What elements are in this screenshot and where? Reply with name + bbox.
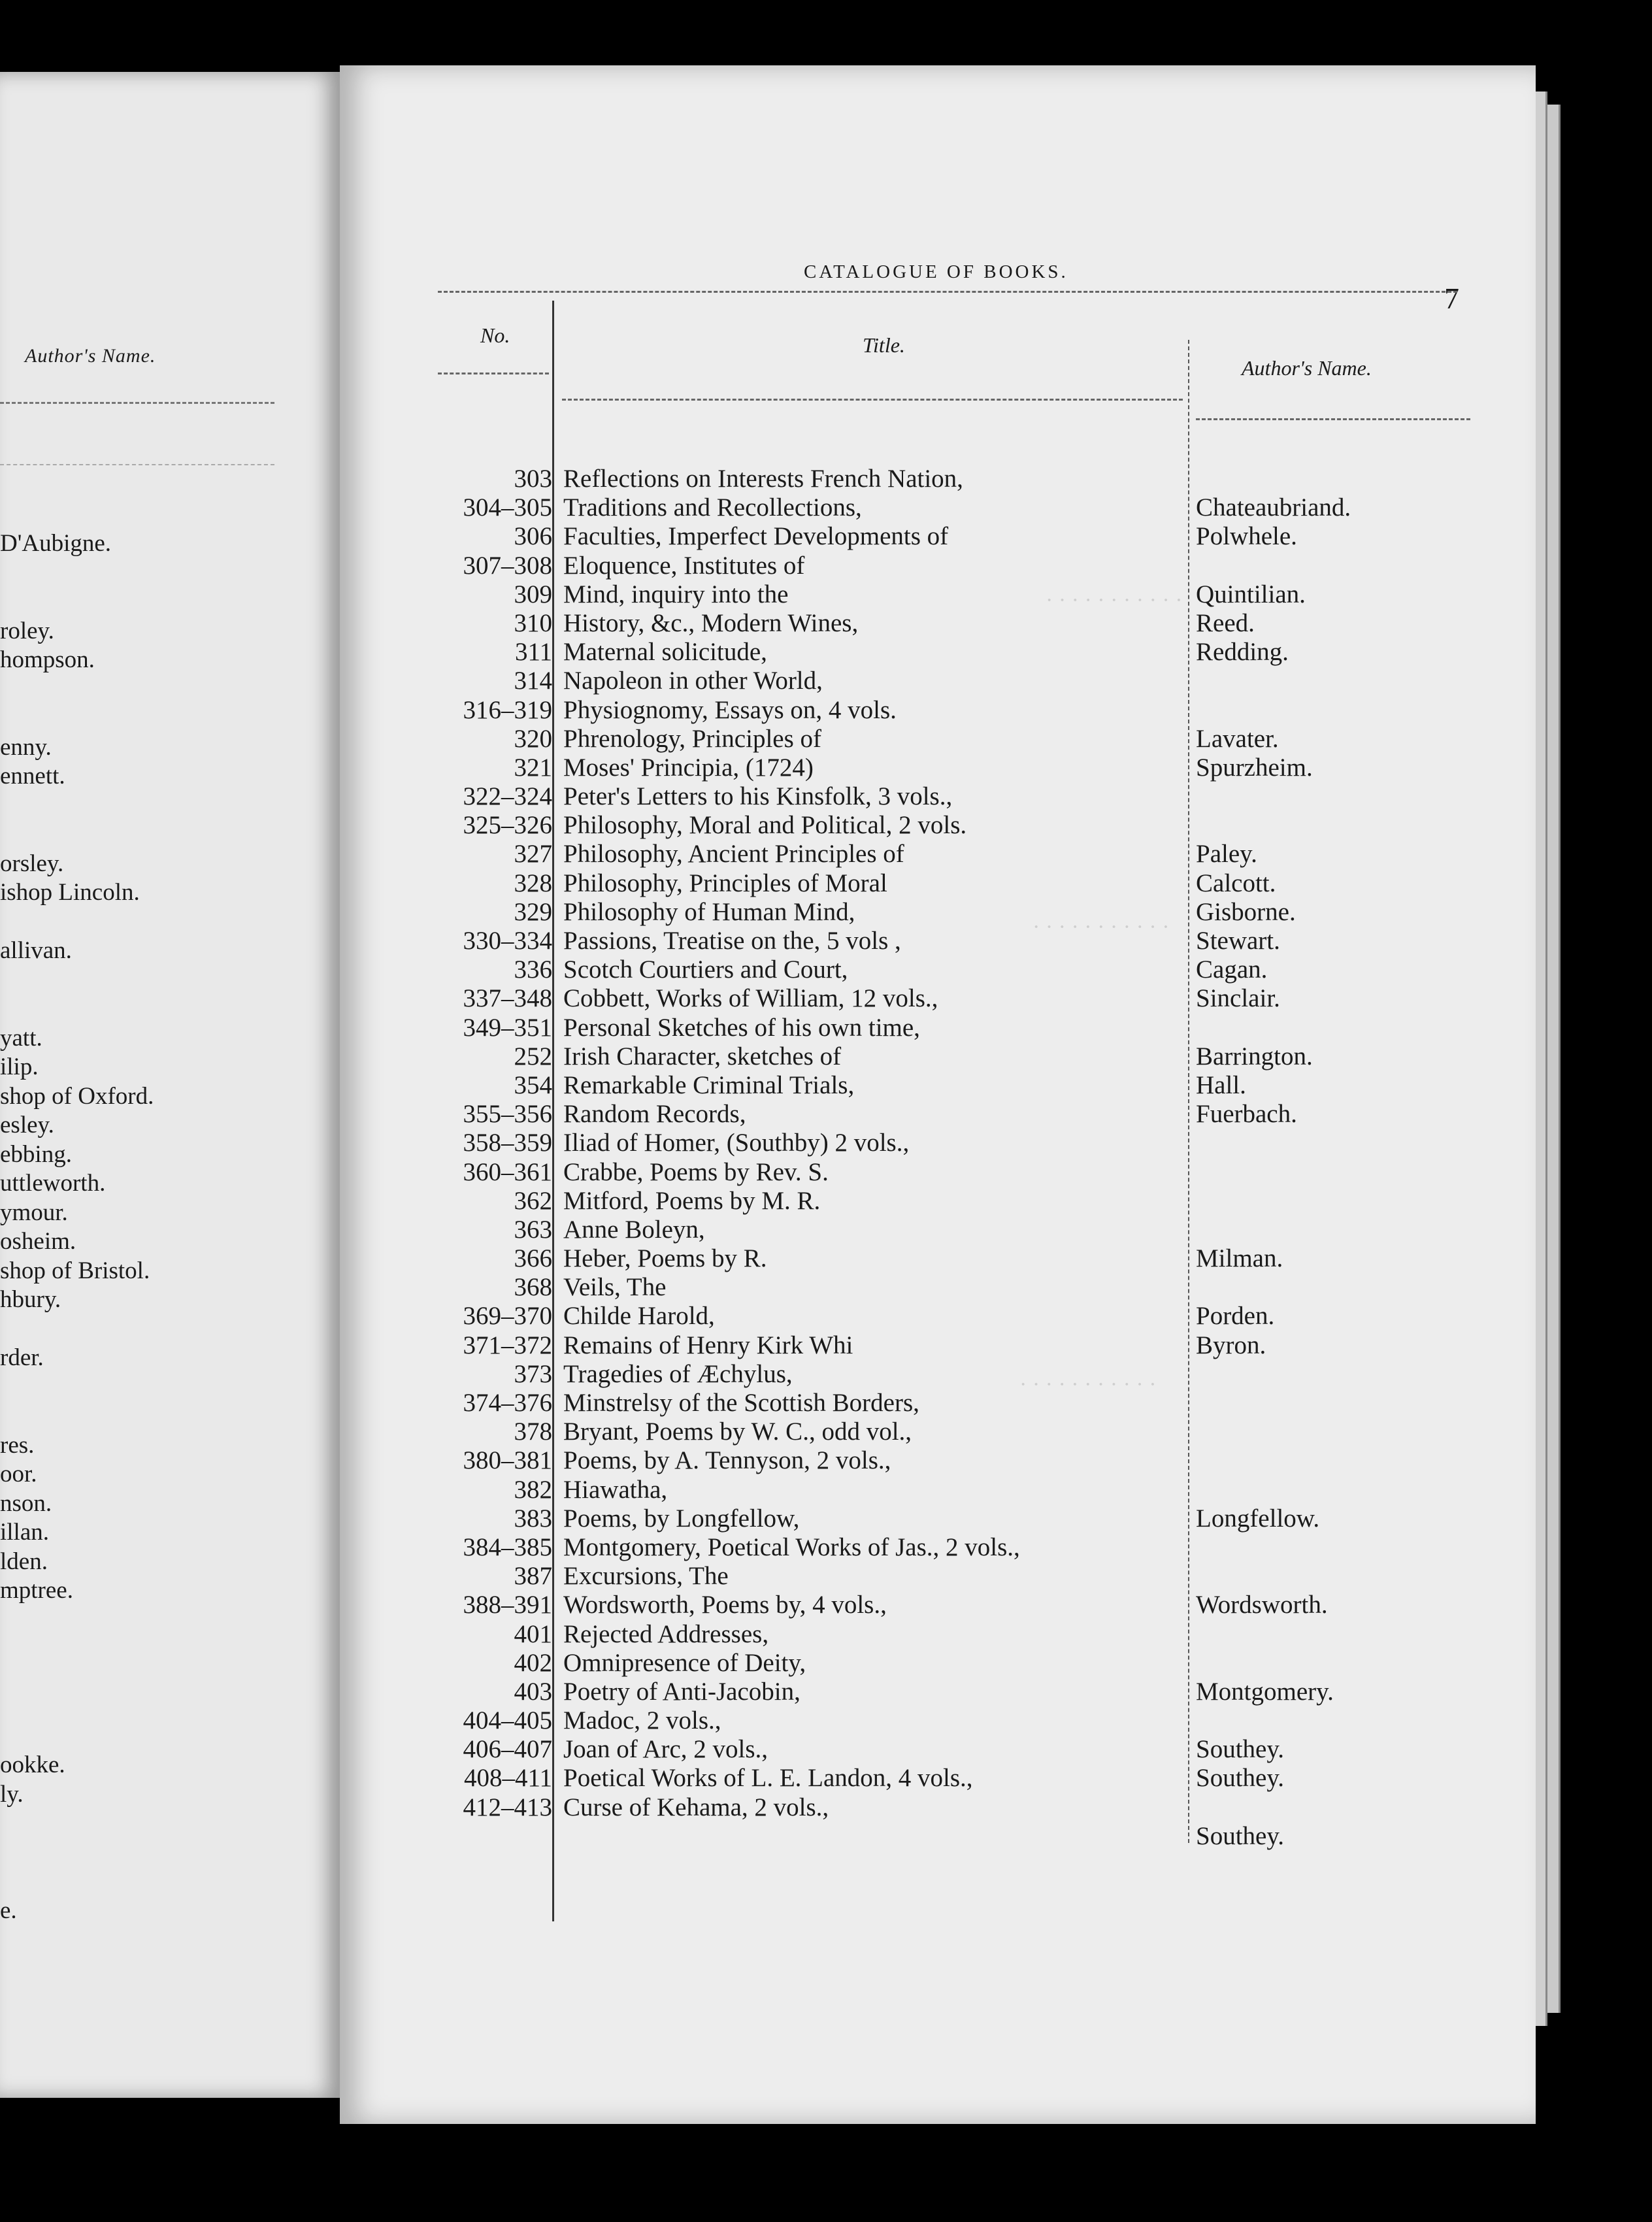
catalogue-number: 373: [514, 1359, 552, 1388]
table-row: [438, 1272, 1483, 1301]
book-title: Bryant, Poems by W. C., odd vol.,: [563, 1418, 912, 1446]
catalogue-number: 303: [514, 465, 552, 493]
catalogue-number: 336: [514, 955, 552, 984]
book-title: Poems, by Longfellow,: [563, 1504, 800, 1533]
column-header-title: Title.: [863, 333, 905, 357]
catalogue-number: 384–385: [463, 1533, 552, 1561]
book-title: Joan of Arc, 2 vols.,: [563, 1735, 768, 1764]
book-title: Poetry of Anti-Jacobin,: [563, 1677, 801, 1706]
table-row: [438, 724, 1483, 753]
left-author-entry: shop of Oxford.: [0, 1082, 154, 1110]
author-name: Montgomery.: [1196, 1677, 1334, 1706]
column-header-rule-title: [562, 399, 1183, 401]
catalogue-number: 325–326: [463, 811, 552, 840]
book-title: Omnipresence of Deity,: [563, 1648, 806, 1677]
table-row: [438, 493, 1483, 522]
bleed-through-text: · · · · · · · · · · ·: [1019, 1372, 1157, 1397]
column-header-no: No.: [480, 323, 510, 347]
catalogue-number: 309: [514, 580, 552, 608]
book-title: Philosophy, Ancient Principles of: [563, 840, 904, 869]
table-row: [438, 1099, 1483, 1128]
book-title: Peter's Letters to his Kinsfolk, 3 vols.,: [563, 782, 953, 811]
catalogue-number: 322–324: [463, 782, 552, 811]
table-row: [438, 1042, 1483, 1070]
catalogue-number: 402: [514, 1648, 552, 1677]
table-row: [438, 810, 1483, 839]
left-author-entry: D'Aubigne.: [0, 530, 112, 557]
book-title: Cobbett, Works of William, 12 vols.,: [563, 984, 938, 1013]
book-title: Excursions, The: [563, 1562, 729, 1591]
left-author-entry: hbury.: [0, 1286, 61, 1313]
book-title: Remains of Henry Kirk Whi: [563, 1331, 853, 1359]
table-row: [438, 1244, 1483, 1272]
catalogue-number: 380–381: [463, 1446, 552, 1475]
catalogue-number: 327: [514, 840, 552, 869]
page-number: 7: [1444, 282, 1459, 315]
table-row: [438, 1648, 1483, 1677]
catalogue-number: 406–407: [463, 1735, 552, 1764]
author-name: Southey.: [1196, 1735, 1285, 1764]
left-author-entry: yatt.: [0, 1024, 42, 1052]
catalogue-number: 378: [514, 1418, 552, 1446]
table-row: [438, 1070, 1483, 1099]
book-title: Irish Character, sketches of: [563, 1042, 842, 1070]
bleed-through-text: · · · · · · · · · · ·: [1032, 915, 1170, 939]
catalogue-number: 363: [514, 1215, 552, 1244]
table-row: [438, 926, 1483, 955]
table-row: [438, 666, 1483, 695]
table-row: [438, 1793, 1483, 1821]
table-row: [438, 1013, 1483, 1042]
catalogue-number: 329: [514, 897, 552, 926]
author-name: Stewart.: [1196, 927, 1280, 955]
catalogue-number: 328: [514, 869, 552, 897]
author-name: Reed.: [1196, 608, 1255, 637]
table-row: [438, 869, 1483, 897]
left-author-entry: nson.: [0, 1489, 52, 1517]
book-title: Reflections on Interests French Nation,: [563, 465, 963, 493]
author-name: Spurzheim.: [1196, 753, 1313, 782]
left-author-entry: ishop Lincoln.: [0, 879, 140, 906]
book-title: Remarkable Criminal Trials,: [563, 1070, 855, 1099]
catalogue-number: 358–359: [463, 1129, 552, 1157]
table-row: [438, 1301, 1483, 1330]
author-name: Southey.: [1196, 1764, 1285, 1793]
left-author-entry: ennett.: [0, 763, 65, 789]
author-name: Longfellow.: [1196, 1504, 1320, 1533]
table-row: [438, 580, 1483, 608]
table-row: [438, 897, 1483, 926]
left-author-entry: mptree.: [0, 1577, 73, 1604]
left-author-entry: ookke.: [0, 1751, 65, 1778]
catalogue-number: 388–391: [463, 1591, 552, 1619]
table-row: [438, 1417, 1483, 1446]
author-name: Fuerbach.: [1196, 1100, 1297, 1129]
catalogue-number: 304–305: [463, 493, 552, 522]
table-row: [438, 1157, 1483, 1186]
book-title: Personal Sketches of his own time,: [563, 1013, 920, 1042]
table-row: [438, 551, 1483, 580]
left-author-entry: ly.: [0, 1780, 24, 1808]
left-author-entry: allivan.: [0, 937, 72, 964]
book-title: Crabbe, Poems by Rev. S.: [563, 1157, 829, 1186]
table-row: [438, 1706, 1483, 1734]
table-row: [438, 782, 1483, 810]
catalogue-number: 362: [514, 1186, 552, 1215]
left-author-entry: shop of Bristol.: [0, 1257, 150, 1284]
table-row: [438, 1590, 1483, 1619]
running-head: CATALOGUE OF BOOKS.: [804, 261, 1068, 282]
catalogue-number: 330–334: [463, 927, 552, 955]
author-name: Hall.: [1196, 1070, 1246, 1099]
table-row: [438, 984, 1483, 1012]
book-title: Heber, Poems by R.: [563, 1244, 767, 1273]
table-row: [438, 753, 1483, 782]
author-name: Barrington.: [1196, 1042, 1313, 1070]
table-row: [438, 1388, 1483, 1417]
catalogue-table: [438, 464, 1483, 1850]
left-author-entry: osheim.: [0, 1228, 76, 1255]
author-name: Calcott.: [1196, 869, 1276, 897]
book-title: Iliad of Homer, (Southby) 2 vols.,: [563, 1129, 910, 1157]
book-title: Moses' Principia, (1724): [563, 753, 814, 782]
book-title: History, &c., Modern Wines,: [563, 608, 859, 637]
book-title: Philosophy of Human Mind,: [563, 897, 855, 926]
book-title: Anne Boleyn,: [563, 1215, 705, 1244]
book-title: Veils, The: [563, 1273, 667, 1302]
book-title: Hiawatha,: [563, 1475, 668, 1504]
left-author-entry: ymour.: [0, 1199, 68, 1226]
table-row: [438, 1619, 1483, 1648]
catalogue-number: 412–413: [463, 1793, 552, 1821]
author-name: Sinclair.: [1196, 984, 1280, 1013]
left-author-entry: rder.: [0, 1344, 44, 1371]
book-title: Montgomery, Poetical Works of Jas., 2 vols.,: [563, 1533, 1020, 1561]
left-header-rule-secondary: [0, 464, 274, 465]
author-name: Lavater.: [1196, 724, 1279, 753]
left-author-entry: orsley.: [0, 850, 64, 877]
catalogue-number: 403: [514, 1677, 552, 1706]
catalogue-number: 404–405: [463, 1706, 552, 1735]
left-author-entry: uttleworth.: [0, 1170, 106, 1197]
catalogue-number: 374–376: [463, 1389, 552, 1417]
author-name: Polwhele.: [1196, 522, 1297, 551]
left-author-entry: res.: [0, 1431, 35, 1459]
author-name: Chateaubriand.: [1196, 493, 1351, 522]
author-name: Porden.: [1196, 1302, 1275, 1331]
left-author-entry: enny.: [0, 733, 52, 761]
book-title: Mind, inquiry into the: [563, 580, 789, 608]
catalogue-number: 321: [514, 753, 552, 782]
table-row: [438, 1677, 1483, 1706]
column-header-rule-author: [1196, 418, 1470, 420]
book-title: Physiognomy, Essays on, 4 vols.: [563, 695, 897, 724]
catalogue-number: 349–351: [463, 1013, 552, 1042]
left-author-entry: ebbing.: [0, 1140, 72, 1168]
book-title: Childe Harold,: [563, 1302, 715, 1331]
author-name: Paley.: [1196, 840, 1257, 869]
table-row: [438, 1533, 1483, 1561]
catalogue-number: 310: [514, 608, 552, 637]
left-author-entry: hompson.: [0, 646, 95, 673]
catalogue-number: 387: [514, 1562, 552, 1591]
left-author-entry: e.: [0, 1897, 17, 1924]
table-row: [438, 1331, 1483, 1359]
column-header-rule-no: [438, 373, 549, 374]
book-title: Wordsworth, Poems by, 4 vols.,: [563, 1591, 887, 1619]
table-row: [438, 1475, 1483, 1504]
left-author-entry: roley.: [0, 617, 54, 644]
catalogue-number: 368: [514, 1273, 552, 1302]
catalogue-number: 383: [514, 1504, 552, 1533]
column-header-author: Author's Name.: [1242, 356, 1372, 380]
table-row: [438, 1215, 1483, 1244]
catalogue-number: 314: [514, 667, 552, 695]
author-name: Quintilian.: [1196, 580, 1306, 608]
book-title: Traditions and Recollections,: [563, 493, 862, 522]
table-row: [438, 1561, 1483, 1590]
table-row: [438, 1763, 1483, 1792]
catalogue-number: 320: [514, 724, 552, 753]
table-row: [438, 1734, 1483, 1763]
book-title: Faculties, Imperfect Developments of: [563, 522, 949, 551]
catalogue-number: 366: [514, 1244, 552, 1273]
book-title: Eloquence, Institutes of: [563, 551, 805, 580]
left-author-entry: illan.: [0, 1519, 50, 1546]
author-name: Cagan.: [1196, 955, 1268, 984]
catalogue-number: 252: [514, 1042, 552, 1070]
book-title: Napoleon in other World,: [563, 667, 823, 695]
book-title: Rejected Addresses,: [563, 1619, 769, 1648]
table-row: [438, 464, 1483, 493]
table-row: [438, 695, 1483, 724]
catalogue-number: 311: [514, 638, 552, 667]
left-author-entry: ilip.: [0, 1053, 39, 1080]
catalogue-number: 306: [514, 522, 552, 551]
left-author-entry: esley.: [0, 1112, 54, 1138]
table-row: [438, 608, 1483, 637]
table-row: [438, 1446, 1483, 1474]
right-page: [340, 65, 1536, 2124]
left-author-column-header: Author's Name.: [25, 345, 156, 367]
book-title: Philosophy, Principles of Moral: [563, 869, 887, 897]
catalogue-number: 354: [514, 1070, 552, 1099]
book-title: Poetical Works of L. E. Landon, 4 vols.,: [563, 1764, 973, 1793]
book-title: Tragedies of Æchylus,: [563, 1359, 793, 1388]
catalogue-number: 307–308: [463, 551, 552, 580]
author-name: Wordsworth.: [1196, 1591, 1328, 1619]
running-head-rule: [438, 291, 1457, 293]
catalogue-number: 355–356: [463, 1100, 552, 1129]
catalogue-number: 401: [514, 1619, 552, 1648]
book-title: Minstrelsy of the Scottish Borders,: [563, 1389, 919, 1417]
book-title: Scotch Courtiers and Court,: [563, 955, 848, 984]
table-row: [438, 1359, 1483, 1388]
catalogue-number: 316–319: [463, 695, 552, 724]
table-row: [438, 1821, 1483, 1850]
table-row: [438, 1186, 1483, 1215]
author-name: Southey.: [1196, 1821, 1285, 1850]
catalogue-number: 371–372: [463, 1331, 552, 1359]
book-title: Mitford, Poems by M. R.: [563, 1186, 821, 1215]
book-title: Philosophy, Moral and Political, 2 vols.: [563, 811, 967, 840]
book-title: Passions, Treatise on the, 5 vols ,: [563, 927, 901, 955]
catalogue-number: 369–370: [463, 1302, 552, 1331]
table-row: [438, 839, 1483, 868]
book-title: Madoc, 2 vols.,: [563, 1706, 721, 1735]
catalogue-number: 382: [514, 1475, 552, 1504]
catalogue-number: 408–411: [463, 1764, 552, 1793]
book-title: Poems, by A. Tennyson, 2 vols.,: [563, 1446, 891, 1475]
book-title: Random Records,: [563, 1100, 746, 1129]
author-name: Gisborne.: [1196, 897, 1296, 926]
catalogue-number: 337–348: [463, 984, 552, 1013]
table-row: [438, 955, 1483, 984]
table-row: [438, 1504, 1483, 1533]
bleed-through-text: · · · · · · · · · · ·: [1046, 588, 1183, 612]
table-row: [438, 1128, 1483, 1157]
left-header-rule: [0, 402, 274, 404]
table-row: [438, 522, 1483, 550]
book-title: Curse of Kehama, 2 vols.,: [563, 1793, 829, 1821]
catalogue-number: 360–361: [463, 1157, 552, 1186]
left-author-entry: lden.: [0, 1548, 48, 1575]
author-name: Redding.: [1196, 638, 1289, 667]
left-page: [0, 72, 340, 2098]
author-name: Byron.: [1196, 1331, 1266, 1359]
author-name: Milman.: [1196, 1244, 1283, 1273]
table-row: [438, 637, 1483, 666]
book-title: Phrenology, Principles of: [563, 724, 822, 753]
book-title: Maternal solicitude,: [563, 638, 767, 667]
left-author-entry: oor.: [0, 1461, 37, 1487]
